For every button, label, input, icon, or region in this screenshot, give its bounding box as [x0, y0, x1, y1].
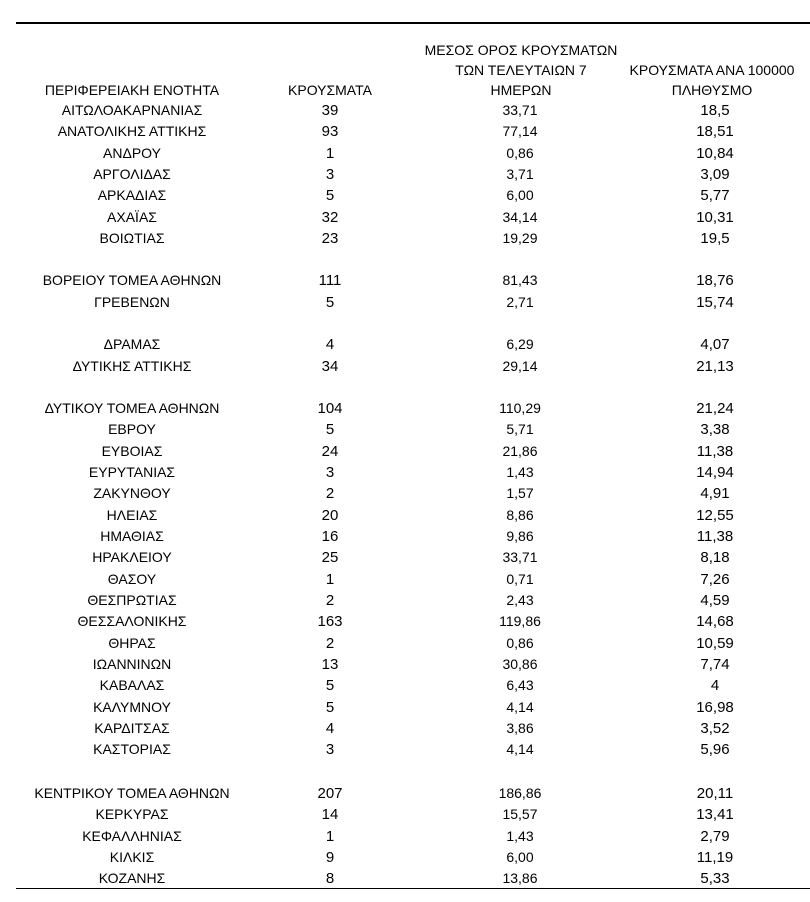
per100k-cell: 19,5 [700, 230, 730, 247]
avg7-cell: 77,14 [502, 123, 538, 139]
table-bottom-rule [16, 888, 810, 889]
header-per100k-line1: ΚΡΟΥΣΜΑΤΑ ΑΝΑ 100000 [629, 62, 795, 78]
region-cell: ΒΟΙΩΤΙΑΣ [99, 230, 165, 246]
region-cell: ΘΗΡΑΣ [108, 635, 156, 651]
cases-cell: 25 [321, 549, 339, 566]
region-cell: ΑΝΑΤΟΛΙΚΗΣ ΑΤΤΙΚΗΣ [57, 123, 207, 139]
avg7-cell: 119,86 [499, 613, 541, 629]
avg7-cell: 21,86 [502, 443, 538, 459]
region-cell: ΚΑΡΔΙΤΣΑΣ [94, 720, 170, 736]
region-cell: ΕΒΡΟΥ [108, 421, 156, 437]
cases-cell: 5 [325, 187, 335, 204]
region-cell: ΕΥΒΟΙΑΣ [101, 443, 163, 459]
cases-cell: 20 [321, 507, 339, 524]
cases-cell: 34 [321, 358, 339, 375]
table-row [0, 121, 810, 142]
per100k-cell: 7,26 [700, 571, 730, 588]
cases-cell: 111 [318, 272, 342, 289]
per100k-cell: 5,77 [700, 187, 730, 204]
region-cell: ΙΩΑΝΝΙΝΩΝ [92, 656, 172, 672]
table-row [0, 292, 810, 313]
table-row [0, 419, 810, 440]
cases-cell: 8 [325, 870, 335, 887]
table-row [0, 207, 810, 228]
region-cell: ΔΡΑΜΑΣ [103, 336, 161, 352]
table-row [0, 505, 810, 526]
cases-cell: 207 [317, 785, 343, 802]
region-cell: ΑΙΤΩΛΟΑΚΑΡΝΑΝΙΑΣ [61, 102, 203, 118]
table-row [0, 783, 810, 804]
cases-cell: 39 [321, 102, 339, 119]
avg7-cell: 30,86 [502, 656, 538, 672]
avg7-cell: 6,00 [506, 849, 534, 865]
table-row [0, 654, 810, 675]
table-row [0, 847, 810, 868]
region-cell: ΔΥΤΙΚΟΥ ΤΟΜΕΑ ΑΘΗΝΩΝ [44, 400, 220, 416]
cases-cell: 4 [325, 336, 335, 353]
region-cell: ΚΙΛΚΙΣ [109, 849, 155, 865]
table-row [0, 739, 810, 760]
per100k-cell: 20,11 [696, 785, 734, 802]
avg7-cell: 29,14 [502, 358, 538, 374]
per100k-cell: 14,94 [696, 464, 734, 481]
cases-cell: 104 [317, 400, 343, 417]
cases-cell: 13 [321, 656, 339, 673]
avg7-cell: 19,29 [502, 230, 538, 246]
table-row [0, 356, 810, 377]
per100k-cell: 13,41 [696, 806, 734, 823]
header-avg7-line3: ΗΜΕΡΩΝ [490, 82, 552, 98]
region-cell: ΓΡΕΒΕΝΩΝ [94, 294, 170, 310]
per100k-cell: 8,18 [700, 549, 730, 566]
avg7-cell: 186,86 [498, 785, 542, 801]
table-row [0, 675, 810, 696]
region-cell: ΗΛΕΙΑΣ [106, 507, 158, 523]
table-row [0, 718, 810, 739]
per100k-cell: 3,09 [700, 166, 730, 183]
region-cell: ΚΑΣΤΟΡΙΑΣ [93, 741, 171, 757]
table-row [0, 547, 810, 568]
per100k-cell: 4,91 [700, 485, 730, 502]
region-cell: ΑΡΓΟΛΙΔΑΣ [93, 166, 171, 182]
cases-cell: 9 [325, 849, 335, 866]
header-avg7-line1: ΜΕΣΟΣ ΟΡΟΣ ΚΡΟΥΣΜΑΤΩΝ [424, 42, 618, 58]
avg7-cell: 4,14 [506, 699, 534, 715]
cases-cell: 5 [325, 699, 335, 716]
cases-cell: 14 [321, 806, 339, 823]
region-cell: ΒΟΡΕΙΟΥ ΤΟΜΕΑ ΑΘΗΝΩΝ [42, 272, 222, 288]
per100k-cell: 10,59 [696, 635, 734, 652]
avg7-cell: 3,86 [506, 720, 534, 736]
avg7-cell: 2,71 [506, 294, 534, 310]
region-cell: ΗΡΑΚΛΕΙΟΥ [92, 549, 172, 565]
table-row [0, 633, 810, 654]
per100k-cell: 7,74 [700, 656, 730, 673]
table-row [0, 143, 810, 164]
avg7-cell: 4,14 [506, 741, 534, 757]
avg7-cell: 0,86 [506, 635, 534, 651]
region-cell: ΚΑΛΥΜΝΟΥ [93, 699, 171, 715]
cases-cell: 1 [325, 571, 335, 588]
region-cell: ΘΑΣΟΥ [107, 571, 157, 587]
region-cell: ΗΜΑΘΙΑΣ [100, 528, 164, 544]
per100k-cell: 4 [710, 677, 720, 694]
per100k-cell: 10,84 [696, 145, 734, 162]
cases-cell: 24 [321, 443, 339, 460]
avg7-cell: 6,29 [506, 336, 534, 352]
per100k-cell: 14,68 [696, 613, 734, 630]
avg7-cell: 2,43 [506, 592, 534, 608]
per100k-cell: 11,38 [696, 443, 734, 460]
header-per100k [614, 60, 810, 100]
cases-cell: 163 [317, 613, 343, 630]
header-avg7 [408, 40, 634, 100]
per100k-cell: 21,24 [696, 400, 734, 417]
region-cell: ΘΕΣΣΑΛΟΝΙΚΗΣ [77, 613, 187, 629]
table-row [0, 462, 810, 483]
header-region: ΠΕΡΙΦΕΡΕΙΑΚΗ ΕΝΟΤΗΤΑ [44, 82, 220, 98]
cases-cell: 1 [325, 145, 335, 162]
avg7-cell: 3,71 [506, 166, 534, 182]
cases-cell: 2 [325, 592, 335, 609]
table-row [0, 611, 810, 632]
table-row [0, 526, 810, 547]
per100k-cell: 18,51 [696, 123, 734, 140]
table-row [0, 334, 810, 355]
cases-cell: 3 [325, 166, 335, 183]
cases-cell: 3 [325, 741, 335, 758]
cases-cell: 23 [321, 230, 339, 247]
header-avg7-line2: ΤΩΝ ΤΕΛΕΥΤΑΙΩΝ 7 [455, 62, 587, 78]
region-cell: ΚΕΝΤΡΙΚΟΥ ΤΟΜΕΑ ΑΘΗΝΩΝ [34, 785, 230, 801]
cases-cell: 16 [321, 528, 339, 545]
table-row [0, 697, 810, 718]
avg7-cell: 81,43 [502, 272, 538, 288]
table-row [0, 185, 810, 206]
cases-cell: 93 [321, 123, 339, 140]
per100k-cell: 18,76 [696, 272, 734, 289]
avg7-cell: 110,29 [499, 400, 541, 416]
region-cell: ΚΑΒΑΛΑΣ [99, 677, 165, 693]
table-row [0, 100, 810, 121]
table-row [0, 826, 810, 847]
avg7-cell: 9,86 [506, 528, 534, 544]
per100k-cell: 11,38 [696, 528, 734, 545]
per100k-cell: 10,31 [696, 209, 734, 226]
avg7-cell: 5,71 [506, 421, 534, 437]
table-row [0, 590, 810, 611]
region-cell: ΑΧΑΪΑΣ [107, 209, 157, 225]
avg7-cell: 1,43 [506, 828, 534, 844]
avg7-cell: 13,86 [502, 870, 538, 886]
table-top-rule [16, 22, 810, 24]
table-row [0, 164, 810, 185]
table-row [0, 483, 810, 504]
cases-cell: 2 [325, 635, 335, 652]
region-cell: ΑΡΚΑΔΙΑΣ [97, 187, 167, 203]
cases-cell: 2 [325, 485, 335, 502]
table-row [0, 228, 810, 249]
avg7-cell: 0,86 [506, 145, 534, 161]
avg7-cell: 1,57 [506, 485, 534, 501]
per100k-cell: 16,98 [696, 699, 734, 716]
per100k-cell: 4,59 [700, 592, 730, 609]
table-row [0, 804, 810, 825]
avg7-cell: 1,43 [506, 464, 534, 480]
region-cell: ΚΕΦΑΛΛΗΝΙΑΣ [82, 828, 182, 844]
header-cases: ΚΡΟΥΣΜΑΤΑ [288, 82, 372, 98]
header-per100k-line2: ΠΛΗΘΥΣΜΟ [671, 82, 753, 98]
avg7-cell: 33,71 [502, 549, 538, 565]
avg7-cell: 34,14 [502, 209, 538, 225]
avg7-cell: 8,86 [506, 507, 534, 523]
per100k-cell: 2,79 [700, 828, 730, 845]
per100k-cell: 21,13 [696, 358, 734, 375]
table-row [0, 270, 810, 291]
per100k-cell: 11,19 [696, 849, 734, 866]
table-row [0, 569, 810, 590]
avg7-cell: 6,43 [506, 677, 534, 693]
region-cell: ΘΕΣΠΡΩΤΙΑΣ [87, 592, 177, 608]
per100k-cell: 12,55 [696, 507, 734, 524]
cases-cell: 3 [325, 464, 335, 481]
region-cell: ΚΟΖΑΝΗΣ [98, 870, 166, 886]
per100k-cell: 5,33 [700, 870, 730, 887]
region-cell: ΑΝΔΡΟΥ [103, 145, 161, 161]
cases-cell: 5 [325, 294, 335, 311]
per100k-cell: 15,74 [696, 294, 734, 311]
region-cell: ΕΥΡΥΤΑΝΙΑΣ [88, 464, 176, 480]
cases-cell: 5 [325, 677, 335, 694]
avg7-cell: 6,00 [506, 187, 534, 203]
per100k-cell: 4,07 [700, 336, 730, 353]
region-cell: ΖΑΚΥΝΘΟΥ [93, 485, 171, 501]
cases-cell: 5 [325, 421, 335, 438]
cases-cell: 4 [325, 720, 335, 737]
region-cell: ΔΥΤΙΚΗΣ ΑΤΤΙΚΗΣ [72, 358, 192, 374]
cases-cell: 1 [325, 828, 335, 845]
per100k-cell: 3,38 [700, 421, 730, 438]
region-cell: ΚΕΡΚΥΡΑΣ [95, 806, 169, 822]
avg7-cell: 0,71 [506, 571, 534, 587]
table-row [0, 398, 810, 419]
cases-cell: 32 [321, 209, 339, 226]
per100k-cell: 18,5 [700, 102, 730, 119]
table-row [0, 868, 810, 889]
table-row [0, 441, 810, 462]
per100k-cell: 5,96 [700, 741, 730, 758]
avg7-cell: 15,57 [502, 806, 538, 822]
avg7-cell: 33,71 [502, 102, 538, 118]
per100k-cell: 3,52 [700, 720, 730, 737]
